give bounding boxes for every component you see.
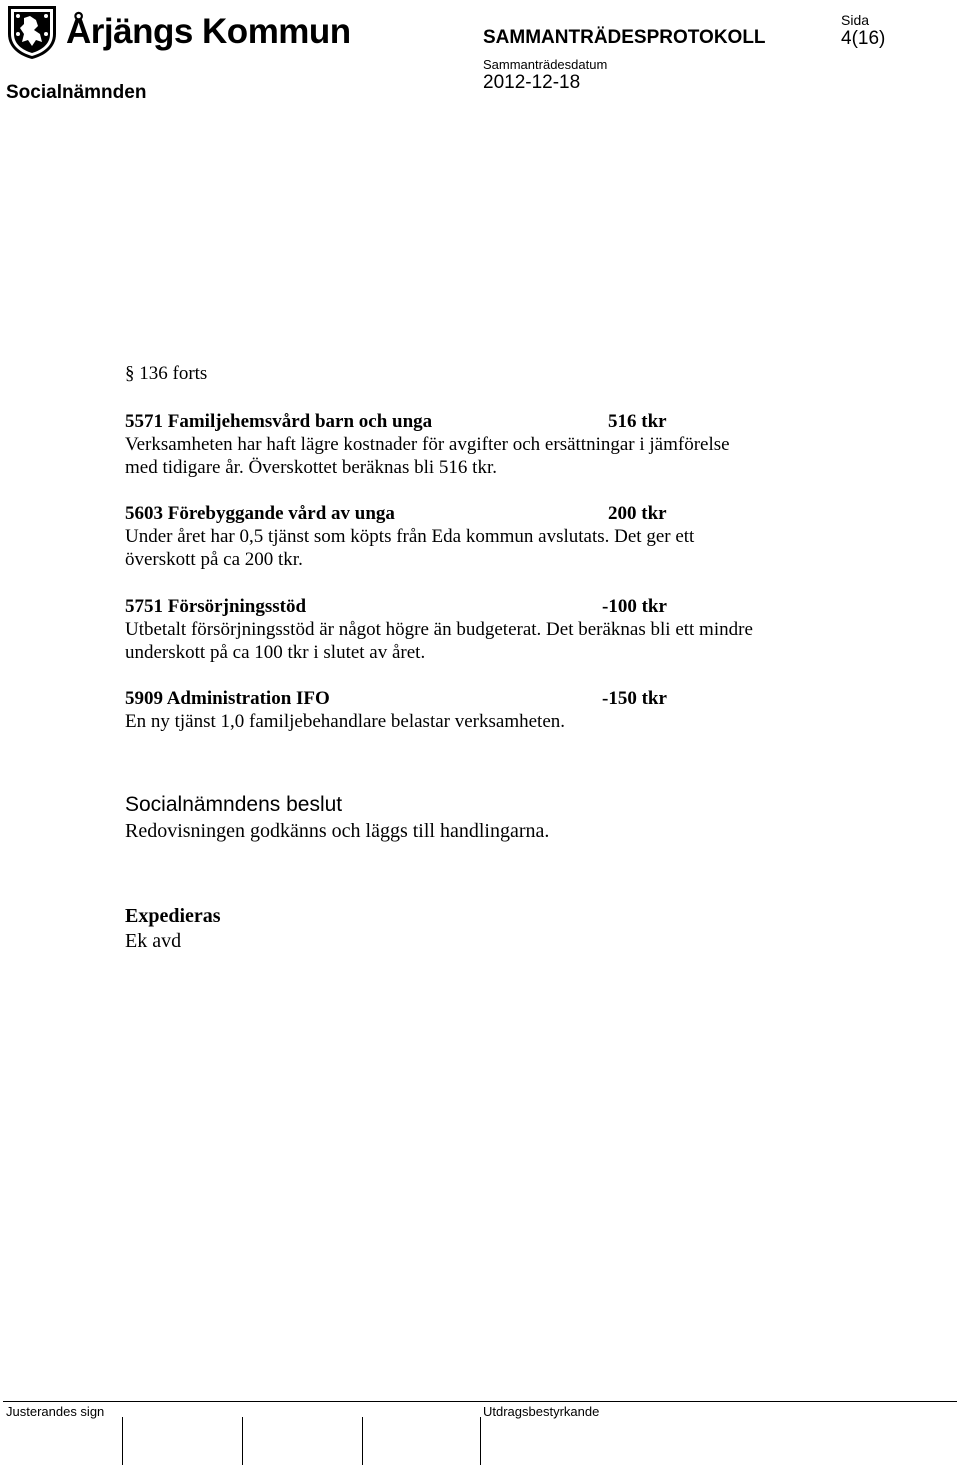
- signature-box-divider: [362, 1417, 363, 1465]
- decision-title: Socialnämndens beslut: [125, 793, 343, 816]
- item-amount: -150 tkr: [602, 688, 667, 709]
- signature-box-divider: [242, 1417, 243, 1465]
- meeting-date-label: Sammanträdesdatum: [483, 57, 608, 72]
- signature-box-divider: [122, 1417, 123, 1465]
- budget-item: [125, 595, 845, 664]
- page-number: 4(16): [841, 28, 886, 49]
- item-title: 5603 Förebyggande vård av unga: [125, 503, 395, 524]
- signature-box-divider: [480, 1417, 481, 1465]
- item-text-line: Under året har 0,5 tjänst som köpts från Eda kommun avslutats. Det ger ett: [125, 526, 695, 547]
- item-title: 5571 Familjehemsvård barn och unga: [125, 411, 433, 432]
- item-text-line: En ny tjänst 1,0 familjebehandlare belastar verksamheten.: [125, 711, 566, 732]
- item-text-line: underskott på ca 100 tkr i slutet av året.: [125, 642, 426, 663]
- signature-footer: [0, 1401, 960, 1466]
- section-number: 136 forts: [139, 363, 208, 384]
- dispatch-block: [125, 904, 845, 954]
- section-heading: [125, 362, 845, 385]
- extract-certification-label: Utdragsbestyrkande: [483, 1404, 600, 1419]
- item-amount: 200 tkr: [608, 503, 667, 524]
- item-text-line: överskott på ca 200 tkr.: [125, 549, 303, 570]
- item-heading: [125, 502, 845, 525]
- budget-item: [125, 410, 845, 479]
- item-text-line: med tidigare år. Överskottet beräknas bli 516 tkr.: [125, 457, 497, 478]
- municipality-logo: [6, 4, 351, 60]
- decision-text: Redovisningen godkänns och läggs till handlingarna.: [125, 820, 550, 842]
- item-heading: [125, 687, 845, 710]
- dispatch-title: Expedieras: [125, 905, 221, 927]
- brand-name: Årjängs Kommun: [66, 12, 351, 51]
- item-amount: 516 tkr: [608, 411, 667, 432]
- adjuster-signature-label: Justerandes sign: [6, 1404, 105, 1419]
- document-type: SAMMANTRÄDESPROTOKOLL: [483, 27, 766, 48]
- item-text-line: Utbetalt försörjningsstöd är något högre än budgeterat. Det beräknas bli ett mindre: [125, 619, 753, 640]
- item-amount: -100 tkr: [602, 596, 667, 617]
- meeting-date: 2012-12-18: [483, 72, 581, 93]
- paragraph-symbol: §: [125, 363, 135, 384]
- item-text-line: Verksamheten har haft lägre kostnader för avgifter och ersättningar i jämförelse: [125, 434, 730, 455]
- item-title: 5909 Administration IFO: [125, 688, 330, 709]
- footer-divider: [3, 1401, 957, 1402]
- committee-name: Socialnämnden: [6, 82, 147, 103]
- decision-block: [125, 792, 845, 844]
- page-label: Sida: [841, 12, 870, 28]
- budget-item: [125, 687, 845, 733]
- item-title: 5751 Försörjningsstöd: [125, 596, 307, 617]
- item-heading: [125, 410, 845, 433]
- dispatch-recipient: Ek avd: [125, 930, 182, 952]
- coat-of-arms-icon: [6, 4, 58, 60]
- budget-item: [125, 502, 845, 571]
- item-heading: [125, 595, 845, 618]
